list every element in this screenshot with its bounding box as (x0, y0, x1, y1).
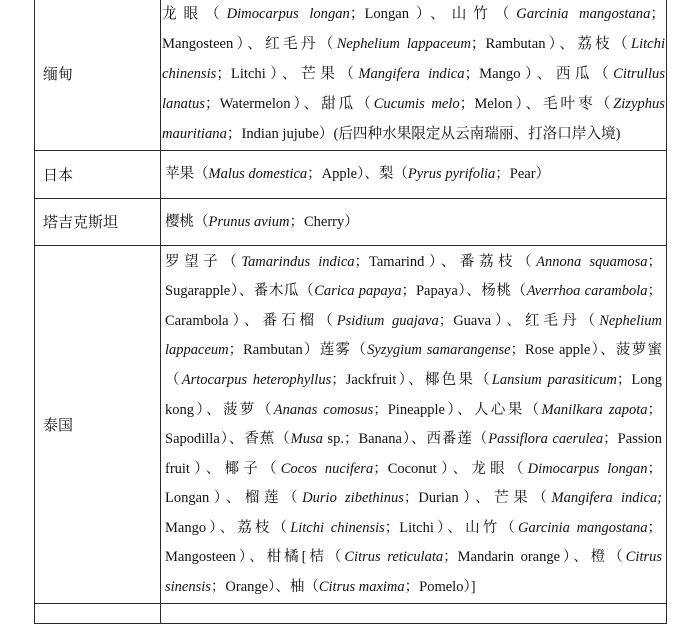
scientific-name: Citrullus lanatus (162, 65, 665, 112)
scientific-name: Litchi chinensis (290, 519, 385, 536)
fruit-text: ；Cherry） (289, 213, 359, 230)
scientific-name: Tamarindus indica (241, 253, 355, 270)
fruits-cell (161, 0, 667, 150)
scientific-name: Averrhoa carambola (526, 283, 648, 300)
country-cell-empty (35, 603, 161, 623)
scientific-name: Garcinia mangostana (518, 519, 648, 536)
fruit-text: ；Mangosteen）、柑橘[桔（ (165, 519, 662, 566)
scientific-name: Manilkara zapota (541, 401, 648, 418)
scientific-name: Lansium parasiticum (491, 371, 617, 388)
fruit-text: ；Apple）、梨（ (307, 166, 408, 183)
scientific-name: Passiflora caerulea (488, 431, 604, 448)
scientific-name: Garcinia mangostana (516, 6, 651, 22)
fruit-text: ；Papaya）、杨桃（ (401, 283, 527, 300)
fruit-text: ；Mandarin orange）、橙（ (443, 549, 626, 566)
scientific-name: Annona squamosa (536, 253, 648, 270)
scientific-name: Nephelium lappaceum (165, 312, 663, 359)
fruits-cell (161, 245, 667, 603)
scientific-name: Carica papaya (314, 283, 402, 300)
scientific-name: Durio zibethinus (302, 490, 404, 507)
country-cell: 泰国 (35, 245, 161, 603)
fruit-text: ；Watermelon）、甜瓜（ (204, 95, 374, 112)
scientific-name: Mangifera indica (358, 65, 465, 82)
fruit-text: ；Jackfruit）、椰色果（ (331, 371, 492, 388)
scientific-name: Musa (290, 431, 323, 448)
fruit-text: ；Guava）、红毛丹（ (438, 312, 600, 329)
fruit-text: Mango）、荔枝（ (165, 519, 291, 536)
fruit-text: 苹果（ (165, 166, 209, 183)
country-cell: 日本 (35, 150, 161, 198)
fruit-text: ；Melon）、毛叶枣（ (459, 95, 614, 112)
scientific-name: Ananas comosus (273, 401, 374, 418)
country-cell: 缅甸 (35, 0, 161, 150)
scientific-name: Citrus sinensis (165, 549, 663, 596)
fruit-text: ；Tamarind）、番荔枝（ (354, 253, 537, 270)
fruit-text: ；Rambutan）、荔枝（ (470, 35, 631, 52)
fruit-text: ；Sapodilla）、香蕉（ (165, 401, 663, 448)
scientific-name: Pyrus pyrifolia (407, 166, 496, 183)
scientific-name: Artocarpus heterophyllus (181, 371, 332, 388)
table-row (35, 0, 667, 150)
country-cell: 塔吉克斯坦 (35, 198, 161, 245)
scientific-name: Nephelium lappaceum (336, 35, 471, 52)
scientific-name: Cucumis melo (373, 95, 460, 112)
fruit-text: ；Mangosteen）、红毛丹（ (162, 6, 665, 52)
scientific-name: Psidium guajava (336, 312, 439, 329)
scientific-name: Syzygium samarangense (367, 342, 511, 359)
scientific-name: Dimocarpus longan (527, 460, 648, 477)
fruit-text: ；Longan）、山竹（ (349, 6, 517, 22)
scientific-name: Malus domestica (208, 166, 308, 183)
fruit-text: ；Orange）、柚（ (210, 579, 319, 596)
fruit-text: ；Indian jujube）(后四种水果限定从云南瑞丽、打洛口岸入境) (226, 125, 621, 142)
fruit-text: 龙眼（ (162, 6, 227, 22)
fruit-text: ；Litchi）、芒果（ (216, 65, 359, 82)
scientific-name: Zizyphus mauritiana (162, 95, 665, 142)
fruit-text: ；Longan）、榴莲（ (165, 460, 662, 507)
fruit-table (34, 0, 667, 624)
fruit-text: ；Durian）、芒果（ (403, 490, 552, 507)
table-row (35, 150, 667, 198)
fruit-text: sp.；Banana）、西番莲（ (322, 431, 489, 448)
fruit-text: ；Pear） (495, 166, 551, 183)
fruit-text: 樱桃（ (165, 213, 209, 230)
fruit-text: ；Mango）、西瓜（ (464, 65, 614, 82)
scientific-name: Cocos nucifera (280, 460, 374, 477)
table-row-partial (35, 603, 667, 623)
fruit-text: ；Pomelo）] (404, 579, 476, 596)
fruit-text: ；Sugarapple）、番木瓜（ (165, 253, 662, 300)
fruit-text: ；Carambola）、番石榴（ (165, 283, 662, 329)
fruit-text: ；Passion fruit）、椰子（ (165, 431, 662, 477)
fruits-cell (161, 150, 667, 198)
fruit-text: ；Rose apple）、菠萝蜜（ (165, 342, 662, 388)
fruit-text: ；Long kong）、菠萝（ (165, 371, 663, 418)
scientific-name: Litchi chinensis (162, 35, 666, 82)
fruit-text: ；Coconut）、龙眼（ (373, 460, 528, 477)
fruit-text: ；Pineapple）、人心果（ (373, 401, 542, 418)
table-row (35, 198, 667, 245)
fruits-cell (161, 198, 667, 245)
fruit-text: 罗望子（ (165, 253, 242, 270)
fruits-cell-empty (161, 603, 667, 623)
fruit-text: ；Litchi）、山竹（ (384, 519, 518, 536)
fruit-text: ；Rambutan）莲雾（ (228, 342, 368, 359)
scientific-name: Prunus avium (208, 213, 290, 230)
scientific-name: Citrus maxima (318, 579, 405, 596)
scientific-name: Citrus reticulata (344, 549, 444, 566)
scientific-name: Mangifera indica; (551, 490, 663, 507)
table-row (35, 245, 667, 603)
scientific-name: Dimocarpus longan (226, 6, 350, 22)
